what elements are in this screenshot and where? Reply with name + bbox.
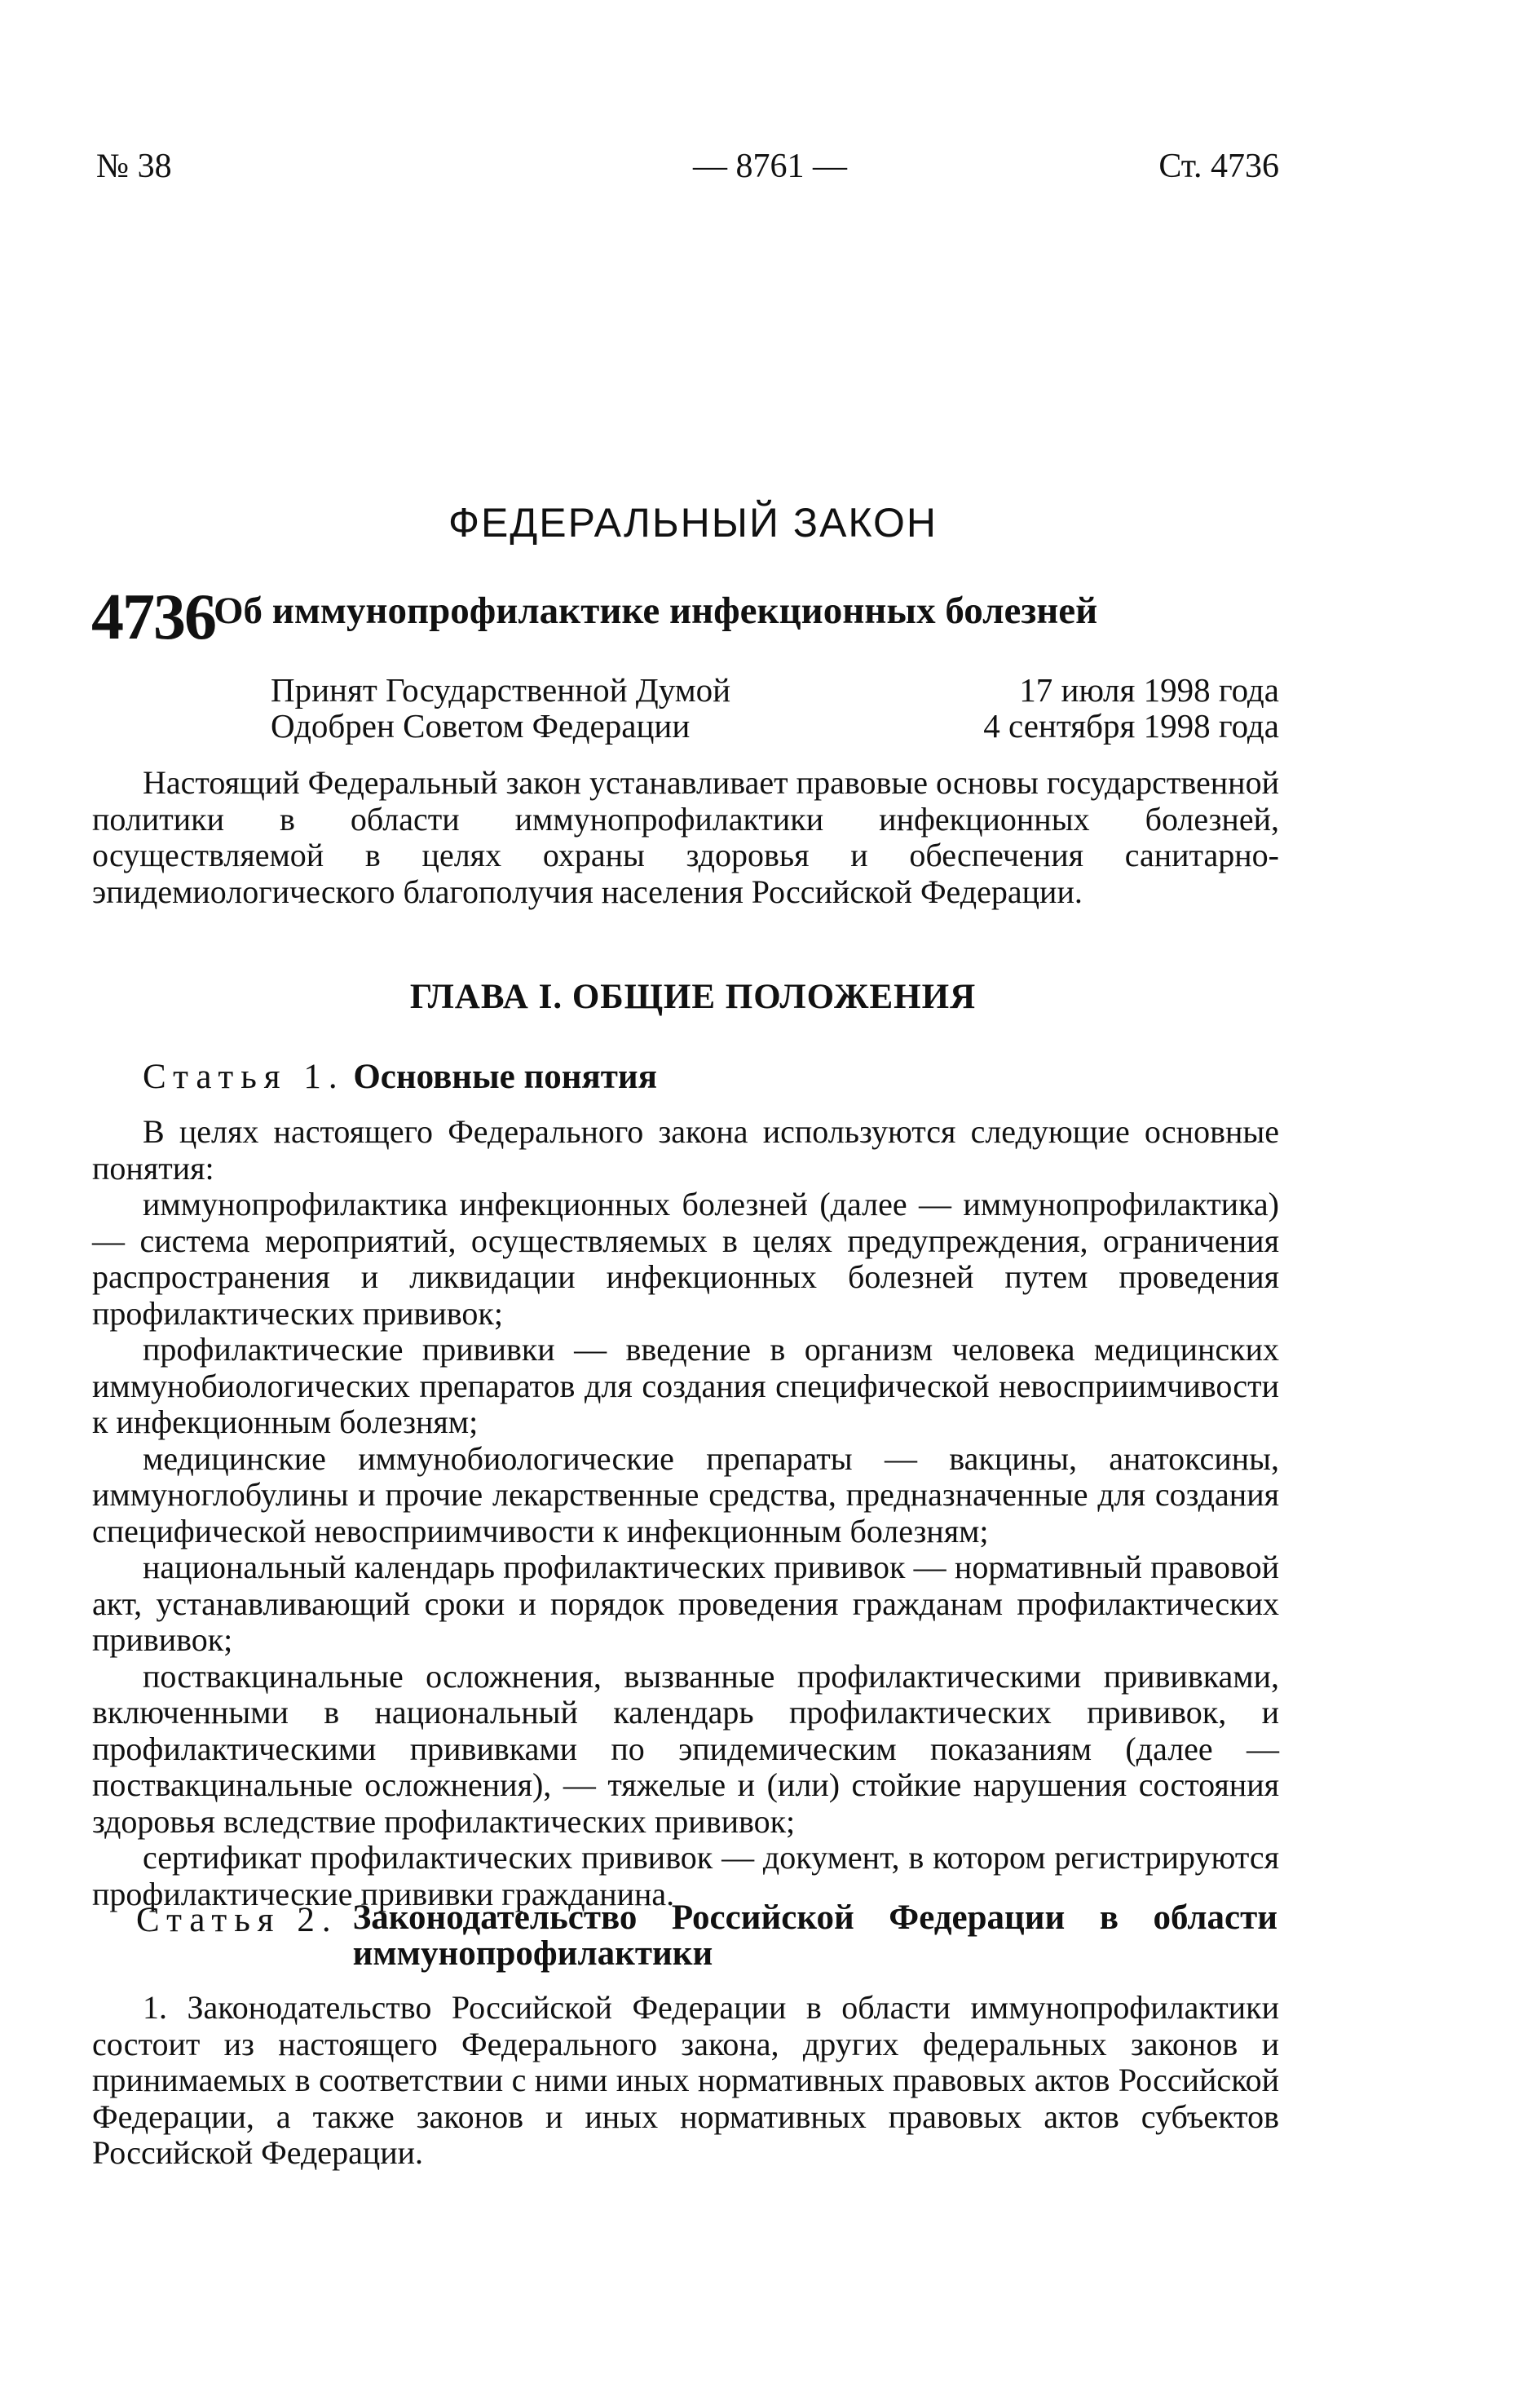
chapter-title: ГЛАВА I. ОБЩИЕ ПОЛОЖЕНИЯ [409,978,977,1016]
adoption-council-label: Одобрен Советом Федерации [271,707,691,745]
article-1-label: Статья 1. [143,1058,345,1096]
article-1-title: Основные понятия [353,1058,657,1096]
adoption-council-date: 4 сентября 1998 года [983,707,1279,745]
article-reference: Ст. 4736 [1158,148,1279,185]
article-1-paragraph: национальный календарь профилактических прививок — нормативный правовой акт, устанавливающий сроки и порядок проведения гражданам профилактических прививок; [92,1549,1279,1658]
article-2-title: Законодательство Российской Федерации в области иммунопрофилактики [352,1899,1277,1973]
article-1-paragraph: В целях настоящего Федерального закона используются следующие основные понятия: [92,1113,1279,1187]
article-1-paragraph: поствакцинальные осложнения, вызванные профилактическими прививками, включенными в национальный календарь профилактических прививок, и профилактическими прививками по эпидемическим показаниям (далее — поствакцинальные осложнения), — тяжелые и (или) стойкие нарушения состояния здоровья вследствие профилактических прививок; [92,1657,1279,1840]
preamble: Настоящий Федеральный закон устанавливает правовые основы государственной политики в области иммунопрофилактики инфекционных болезней, осуществляемой в целях охраны здоровья и обеспечения санитарно-эпидемиологического благополучия населения Российской Федерации. [92,764,1279,910]
issue-number: № 38 [96,148,172,185]
article-1-paragraph: иммунопрофилактика инфекционных болезней (далее — иммунопрофилактика) — система мероприятий, осуществляемых в целях предупреждения, ограничения распространения и ликвидации инфекционных болезней путем проведения профилактических прививок; [92,1186,1279,1332]
article-2-label: Статья 2. [136,1901,338,1939]
law-title: Об иммунопрофилактике инфекционных болезней [214,590,1098,632]
article-2-paragraph: 1. Законодательство Российской Федерации в области иммунопрофилактики состоит из настоящего Федерального закона, других федеральных законов и принимаемых в соответствии с ними иных нормативных правовых актов Российской Федерации, а также законов и иных нормативных правовых актов субъектов Российской Федерации. [92,1989,1279,2171]
article-1-paragraph: сертификат профилактических прививок — документ, в котором регистрируются профилактические прививки гражданина. [92,1839,1279,1912]
law-type-heading: ФЕДЕРАЛЬНЫЙ ЗАКОН [448,500,938,546]
article-1-body [92,1114,1279,1912]
article-1-heading [143,1057,657,1097]
article-2-heading [136,1900,1277,1972]
page-number: — 8761 — [693,148,847,185]
article-1-paragraph: профилактические прививки — введение в организм человека медицинских иммунобиологических препаратов для создания специфической невосприимчивости к инфекционным болезням; [92,1331,1279,1440]
adoption-duma-date: 17 июля 1998 года [1019,671,1279,709]
article-1-paragraph: медицинские иммунобиологические препараты — вакцины, анатоксины, иммуноглобулины и прочие лекарственные средства, предназначенные для создания специфической невосприимчивости к инфекционным болезням; [92,1439,1279,1549]
document-number: 4736 [91,581,215,653]
adoption-duma-label: Принят Государственной Думой [271,671,731,709]
